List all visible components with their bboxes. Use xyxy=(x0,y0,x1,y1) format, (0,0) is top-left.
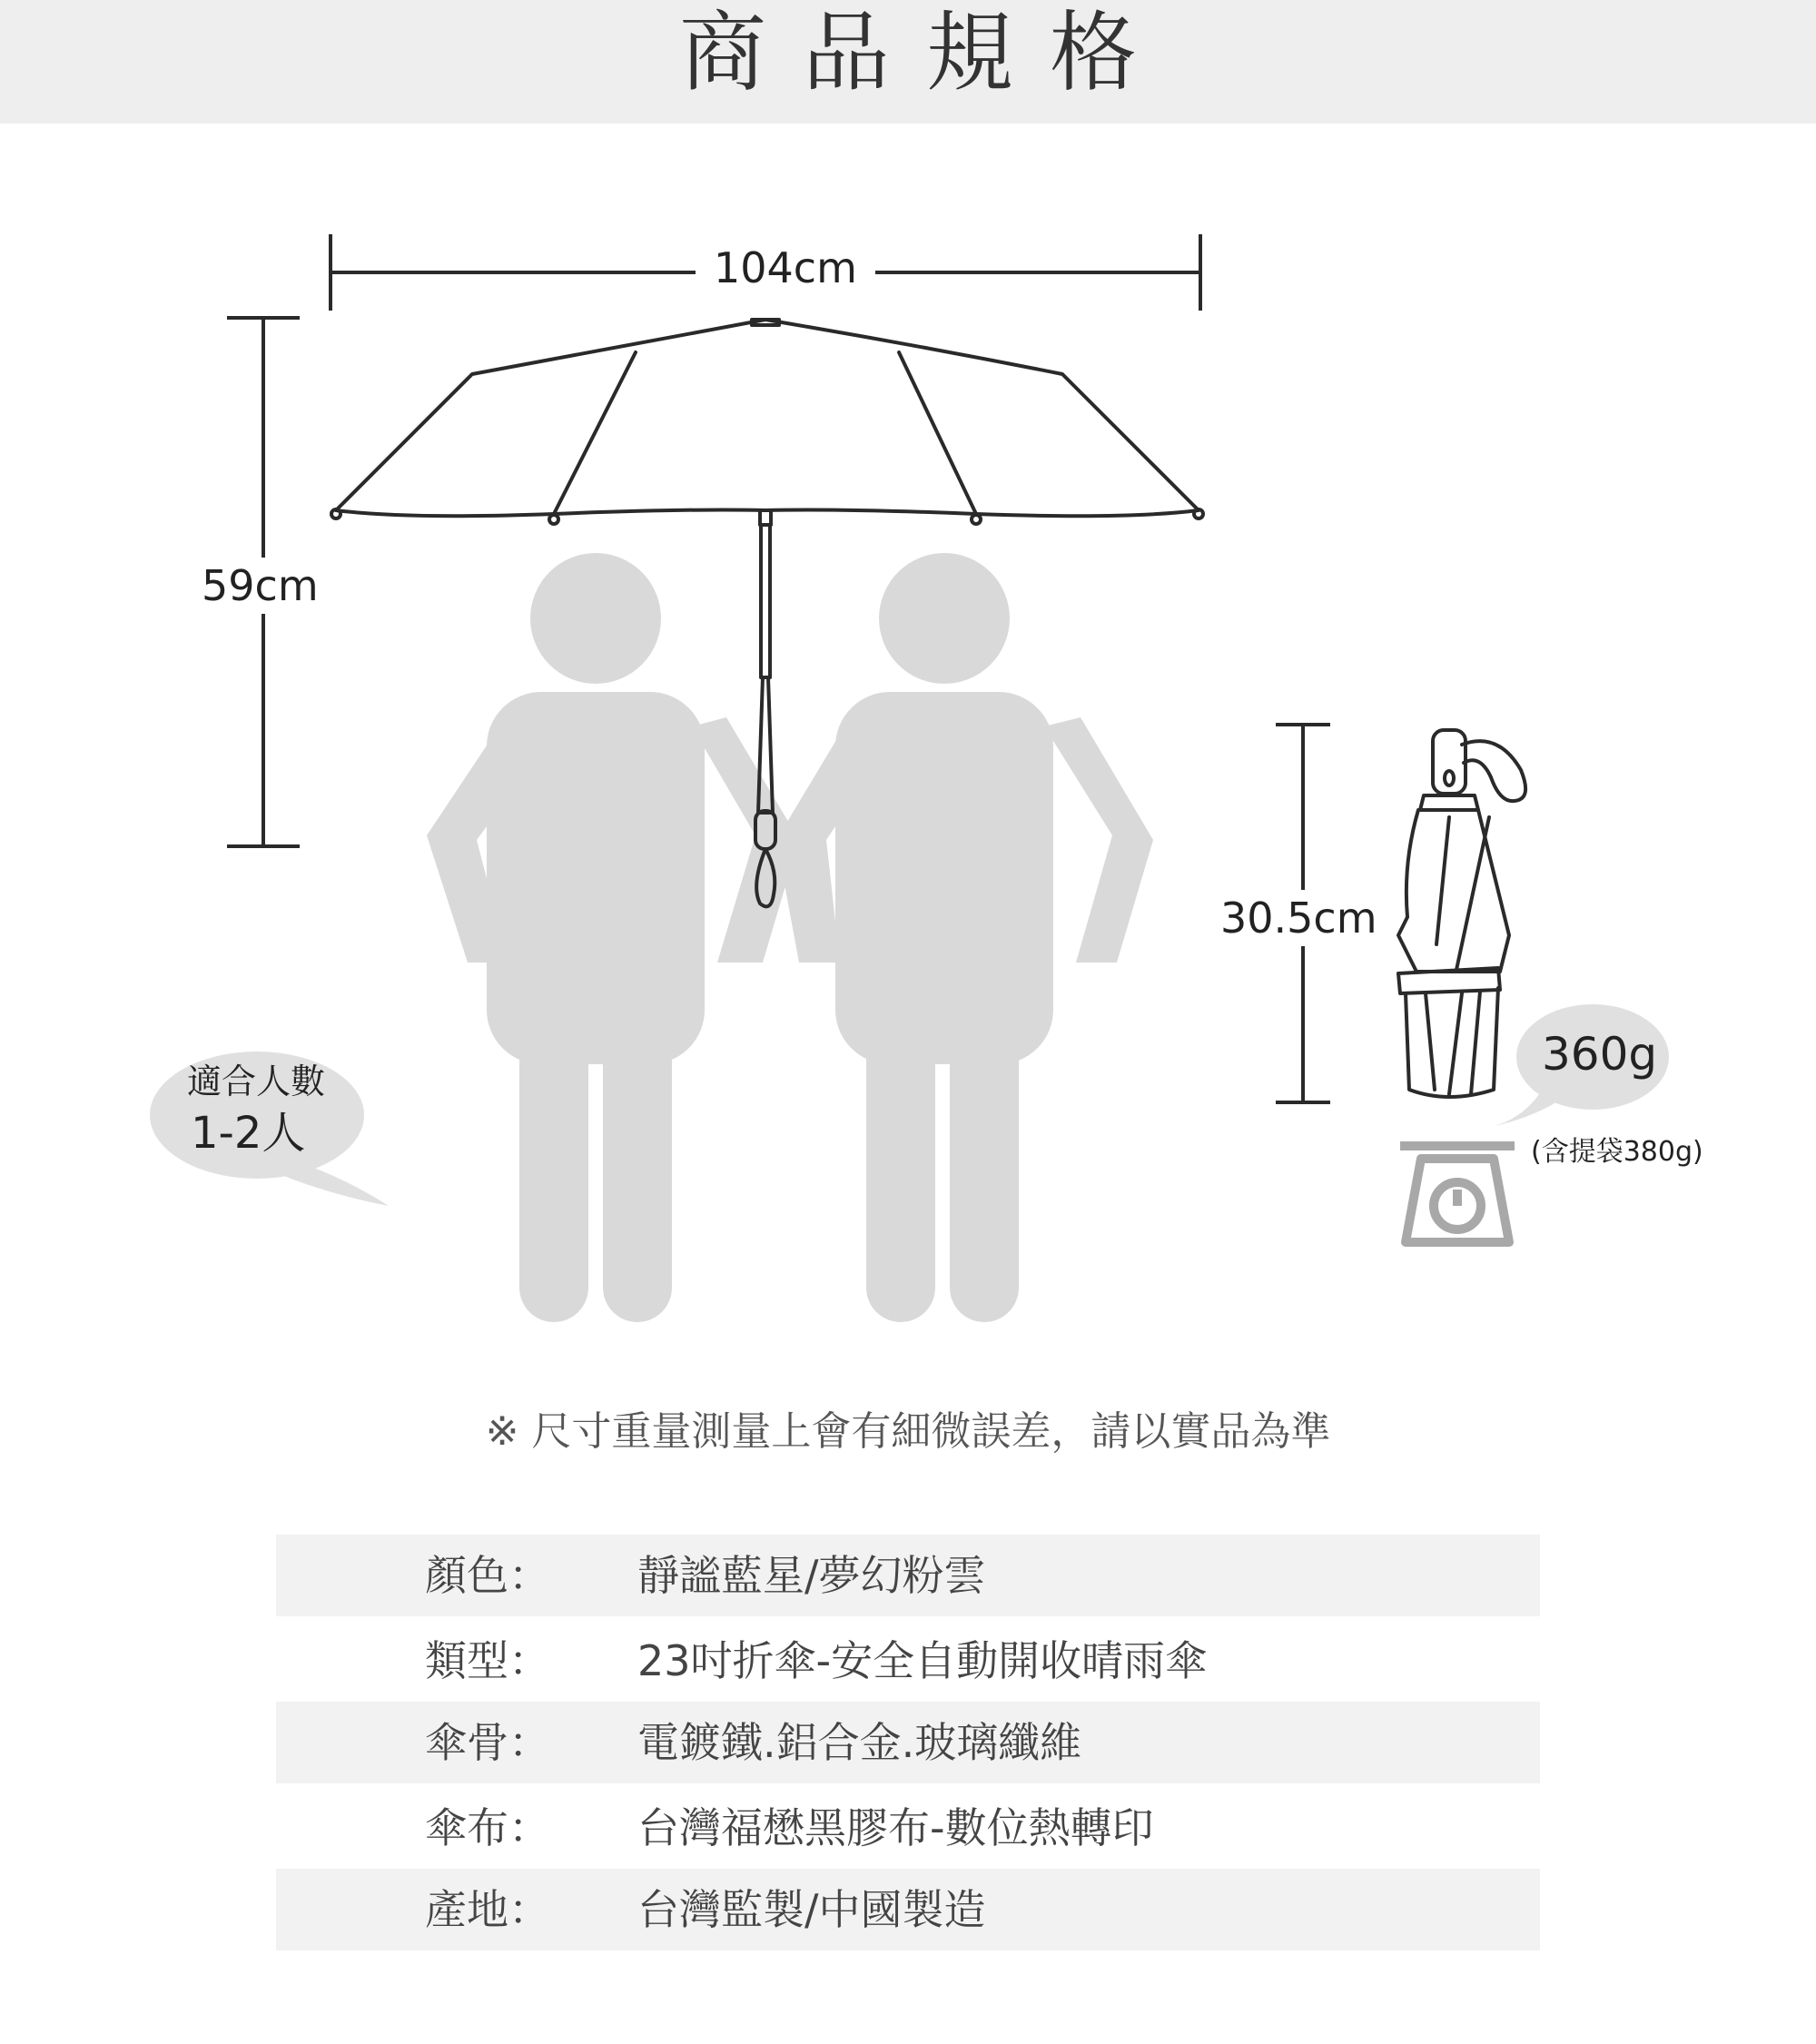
page-title: 商品規格 xyxy=(679,2,1173,104)
spec-row-fabric xyxy=(276,1787,1540,1869)
capacity-label: 適合人數 xyxy=(187,1061,326,1101)
spec-row-type xyxy=(276,1620,1540,1702)
spec-label: 傘骨： xyxy=(425,1718,550,1767)
folded-umbrella-icon xyxy=(1398,730,1525,1097)
spec-value: 台灣福懋黑膠布-數位熱轉印 xyxy=(637,1803,1154,1852)
spec-label: 傘布： xyxy=(425,1803,550,1852)
spec-value: 23吋折傘-安全自動開收晴雨傘 xyxy=(637,1636,1208,1685)
spec-value: 電鍍鐵.鋁合金.玻璃纖維 xyxy=(637,1718,1082,1767)
spec-row-color xyxy=(276,1535,1540,1616)
scale-icon xyxy=(1400,1146,1515,1242)
person-icon xyxy=(776,553,1153,1322)
measurement-note: ※ 尺寸重量測量上會有細微誤差，請以實品為準 xyxy=(485,1408,1331,1455)
open-width-label: 104cm xyxy=(696,247,875,289)
spec-label: 顏色： xyxy=(425,1551,550,1600)
weight-value: 360g xyxy=(1542,1028,1658,1081)
spec-row-origin xyxy=(276,1869,1540,1950)
person-icon xyxy=(427,553,799,1322)
capacity-value: 1-2人 xyxy=(191,1108,306,1159)
spec-value: 靜謐藍星/夢幻粉雲 xyxy=(637,1551,986,1600)
folded-length-label: 30.5cm xyxy=(1220,890,1377,946)
spec-row-frame xyxy=(276,1702,1540,1783)
spec-value: 台灣監製/中國製造 xyxy=(637,1885,986,1934)
weight-with-bag: (含提袋380g) xyxy=(1531,1136,1703,1168)
open-height-label: 59cm xyxy=(202,558,319,614)
spec-label: 類型： xyxy=(425,1636,550,1685)
spec-label: 產地： xyxy=(425,1885,550,1934)
spec-table xyxy=(276,1535,1540,1950)
